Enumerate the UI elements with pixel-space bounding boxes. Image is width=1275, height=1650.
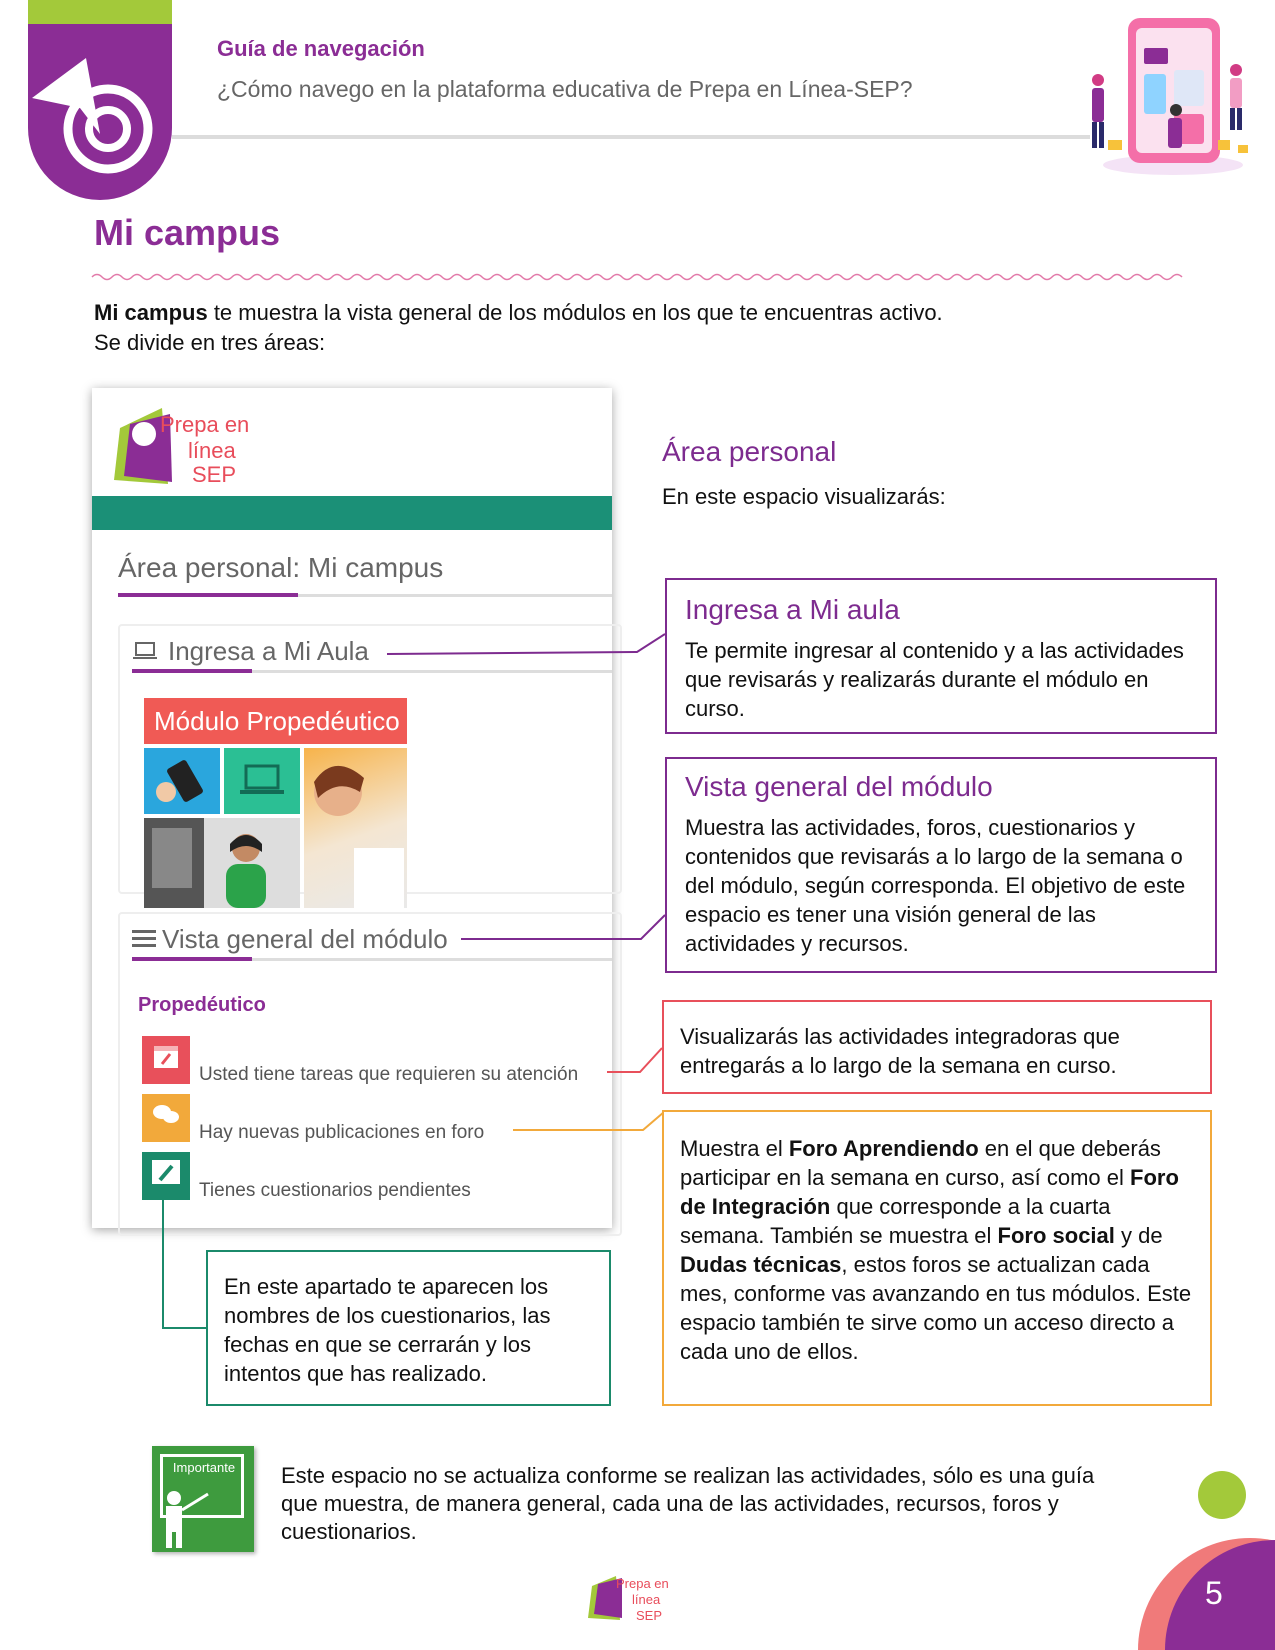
callout-cuestionarios (206, 1250, 611, 1406)
header-title: Guía de navegación (217, 36, 425, 61)
area-personal-title: Área personal (662, 436, 837, 467)
callout-foros-text: Muestra el Foro Aprendiendo en el que deberás participar en la semana en curso, así como el Foro de Integración que corresponde a la cuarta semana. También se muestra el Foro social y de Dudas técnicas, estos foros se actualizan cada mes, conforme vas avanzando en tus módulos. Este espacio también te sirve como un acceso directo a cada uno de ellos. (680, 1136, 1192, 1364)
area-personal-heading: Área personal: Mi campus (118, 552, 444, 583)
corner-decoration (1100, 1460, 1275, 1650)
logo-line-1: Prepa en (160, 412, 250, 437)
page-number: 5 (1205, 1575, 1223, 1611)
vista-title[interactable]: Vista general del módulo (162, 924, 448, 954)
connector-tareas (607, 1048, 662, 1072)
quiz-text[interactable]: Tienes cuestionarios pendientes (199, 1180, 471, 1201)
module-banner[interactable]: Módulo Propedéutico (144, 698, 407, 744)
important-label: Importante (172, 1460, 236, 1475)
important-text: Este espacio no se actualiza conforme se realizan las actividades, sólo es una guía que muestra, de manera general, cada una de las actividades, recursos, foros y cuestionarios. (281, 1463, 1095, 1544)
callout-aula (665, 578, 1217, 734)
connector-aula (387, 634, 665, 654)
page-title: Mi campus (94, 212, 281, 253)
intro-rest: te muestra la vista general de los módulos en los que te encuentras activo. (207, 300, 943, 325)
tasks-text[interactable]: Usted tiene tareas que requieren su atención (199, 1064, 579, 1085)
intro-bold: Mi campus (94, 300, 208, 325)
important-badge (152, 1446, 254, 1552)
forum-text[interactable]: Hay nuevas publicaciones en foro (199, 1122, 485, 1143)
intro-line2: Se divide en tres áreas: (94, 330, 326, 355)
callout-aula-text: Te permite ingresar al contenido y a las actividades que revisarás y realizarás durante el módulo en curso. (685, 638, 1184, 721)
callout-vista-text: Muestra las actividades, foros, cuestionarios y contenidos que revisarás a lo largo de la semana o del módulo, según corresponda. El objetivo de este espacio es tener una visión general de las actividades y recursos. (685, 815, 1186, 956)
callout-vista (665, 757, 1217, 973)
callout-tareas (662, 1000, 1212, 1094)
logo-line-3: SEP (192, 462, 237, 487)
connector-vista (461, 915, 665, 939)
callout-vista-title: Vista general del módulo (685, 771, 993, 802)
callout-tareas-text: Visualizarás las actividades integradoras que entregarás a lo largo de la semana en curso. (680, 1024, 1120, 1078)
footer-logo (586, 1568, 669, 1624)
section-propedeutico: Propedéutico (138, 994, 266, 1016)
footer-logo-line-2: línea (632, 1592, 661, 1607)
callout-foros (662, 1110, 1212, 1406)
area-personal-subtitle: En este espacio visualizarás: (662, 484, 946, 509)
logo-line-2: línea (188, 438, 236, 463)
aula-title[interactable]: Ingresa a Mi Aula (168, 636, 369, 666)
footer-logo-line-3: SEP (636, 1608, 663, 1623)
connector-foros (513, 1112, 664, 1130)
header-subtitle: ¿Cómo navego en la plataforma educativa de Prepa en Línea-SEP? (217, 76, 913, 102)
callout-aula-title: Ingresa a Mi aula (685, 594, 900, 625)
connector-cuestionarios (163, 1200, 206, 1328)
footer-logo-line-1: Prepa en (616, 1576, 669, 1591)
teacher-icon (152, 1446, 254, 1552)
callout-cuestionarios-text: En este apartado te aparecen los nombres de los cuestionarios, las fechas en que se cerrarán y los intentos que has realizado. (224, 1274, 551, 1386)
